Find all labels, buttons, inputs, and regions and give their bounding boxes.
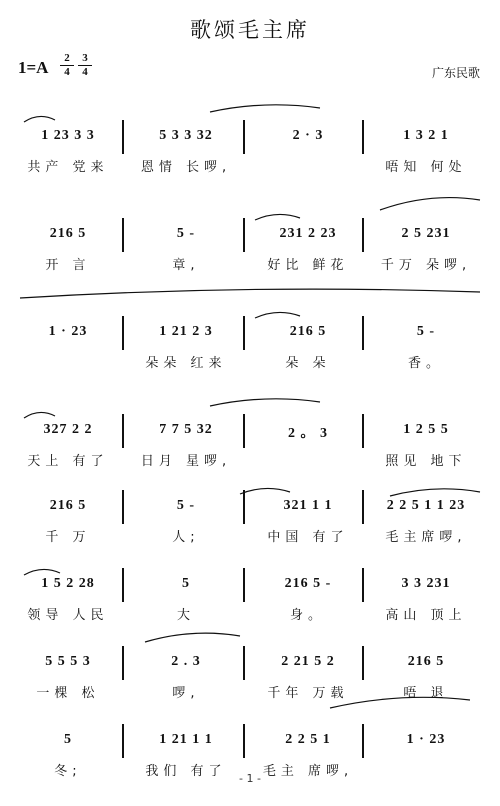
measure-lyrics: 中国 有了 xyxy=(267,530,349,545)
measure-notes: 3 3 231 xyxy=(401,576,451,591)
measure-notes: 1 · 23 xyxy=(48,324,88,339)
bar-line xyxy=(243,120,245,154)
meter-denominator: 4 xyxy=(60,65,74,79)
measure-lyrics: 照见 地下 xyxy=(385,454,467,469)
measure-lyrics: 日月 星啰, xyxy=(140,454,232,469)
score-system xyxy=(0,638,500,728)
bar-line xyxy=(243,218,245,252)
meter-numerator: 3 xyxy=(82,52,88,64)
bar-line xyxy=(362,490,364,524)
measure-notes: 5 xyxy=(182,576,190,591)
measure-notes: 216 5 xyxy=(407,654,445,669)
measure-lyrics: 好比 鲜花 xyxy=(267,258,349,273)
measure-notes: 1 23 3 3 xyxy=(41,128,95,143)
measure-lyrics: 人; xyxy=(172,530,200,545)
bar-line xyxy=(122,490,124,524)
measure-lyrics: 朵朵 红来 xyxy=(145,356,227,371)
bar-line xyxy=(243,724,245,758)
measure-lyrics: 千 万 xyxy=(45,530,91,545)
measure-notes: 5 - xyxy=(416,324,436,339)
measure-notes: 216 5 xyxy=(49,226,87,241)
measure-lyrics: 一棵 松 xyxy=(36,686,100,701)
measure-lyrics: 啰, xyxy=(172,686,200,701)
measure-notes: 5 3 3 32 xyxy=(159,128,213,143)
bar-line xyxy=(122,568,124,602)
bar-line xyxy=(362,218,364,252)
measure-notes: 2 · 3 xyxy=(292,128,324,143)
time-signature-3-4 xyxy=(78,52,92,79)
bar-line xyxy=(362,646,364,680)
measure-notes: 2 5 231 xyxy=(401,226,451,241)
measure-notes: 2 . 3 xyxy=(171,654,201,669)
measure-notes: 2 。 3 xyxy=(288,426,328,441)
measure-lyrics: 天上 有了 xyxy=(27,454,109,469)
bar-line xyxy=(122,120,124,154)
measure-lyrics: 领导 人民 xyxy=(27,608,109,623)
bar-line xyxy=(243,490,245,524)
measure-lyrics: 毛主 席啰, xyxy=(262,764,354,779)
score-system xyxy=(0,716,500,806)
song-origin: 广东民歌 xyxy=(431,66,480,80)
measure-notes: 5 xyxy=(64,732,72,747)
bar-line xyxy=(122,414,124,448)
measure-lyrics: 香。 xyxy=(407,356,444,371)
meter-denominator: 4 xyxy=(78,65,92,79)
bar-line xyxy=(243,568,245,602)
bar-line xyxy=(362,120,364,154)
bar-line xyxy=(243,414,245,448)
bar-line xyxy=(122,646,124,680)
measure-notes: 5 - xyxy=(176,498,196,513)
measure-lyrics: 千年 万载 xyxy=(267,686,349,701)
time-signature-2-4 xyxy=(60,52,74,79)
measure-notes: 5 5 5 3 xyxy=(45,654,91,669)
measure-lyrics: 朵 朵 xyxy=(285,356,331,371)
key-signature: 1=A xyxy=(18,58,49,77)
measure-notes: 2 21 5 2 xyxy=(281,654,335,669)
bar-line xyxy=(122,316,124,350)
slur-arc xyxy=(210,399,320,406)
meter-numerator: 2 xyxy=(64,52,70,64)
measure-notes: 7 7 5 32 xyxy=(159,422,213,437)
measure-notes: 216 5 xyxy=(49,498,87,513)
measure-lyrics: 唔知 何处 xyxy=(385,160,467,175)
measure-notes: 216 5 - xyxy=(284,576,332,591)
bar-line xyxy=(362,724,364,758)
score-system xyxy=(0,112,500,202)
score-system xyxy=(0,560,500,650)
measure-lyrics: 恩情 长啰, xyxy=(140,160,232,175)
measure-lyrics: 身。 xyxy=(289,608,326,623)
bar-line xyxy=(362,568,364,602)
measure-lyrics: 大 xyxy=(176,608,195,623)
measure-lyrics: 我们 有了 xyxy=(145,764,227,779)
measure-notes: 2 2 5 1 1 23 xyxy=(386,498,466,513)
measure-notes: 1 2 5 5 xyxy=(403,422,449,437)
bar-line xyxy=(243,316,245,350)
measure-lyrics: 共产 党来 xyxy=(27,160,109,175)
score-system xyxy=(0,482,500,572)
measure-notes: 1 5 2 28 xyxy=(41,576,95,591)
bar-line xyxy=(243,646,245,680)
measure-notes: 327 2 2 xyxy=(43,422,93,437)
bar-line xyxy=(362,414,364,448)
song-title: 歌颂毛主席 xyxy=(190,18,310,42)
page-number: - 1 - xyxy=(239,772,261,785)
measure-lyrics: 毛主席啰, xyxy=(385,530,467,545)
measure-lyrics: 千万 朵啰, xyxy=(380,258,472,273)
measure-notes: 231 2 23 xyxy=(279,226,337,241)
measure-notes: 321 1 1 xyxy=(283,498,333,513)
measure-lyrics: 冬; xyxy=(54,764,82,779)
measure-notes: 216 5 xyxy=(289,324,327,339)
score-system xyxy=(0,210,500,300)
measure-lyrics: 开 言 xyxy=(45,258,91,273)
measure-lyrics: 章, xyxy=(172,258,200,273)
measure-notes: 1 · 23 xyxy=(406,732,446,747)
bar-line xyxy=(122,218,124,252)
score-system xyxy=(0,308,500,398)
bar-line xyxy=(362,316,364,350)
measure-lyrics: 高山 顶上 xyxy=(385,608,467,623)
measure-notes: 1 3 2 1 xyxy=(403,128,449,143)
measure-notes: 2 2 5 1 xyxy=(285,732,331,747)
measure-notes: 5 - xyxy=(176,226,196,241)
bar-line xyxy=(122,724,124,758)
measure-lyrics: 唔 退 xyxy=(403,686,449,701)
slur-arc xyxy=(210,105,320,112)
measure-notes: 1 21 1 1 xyxy=(159,732,213,747)
measure-notes: 1 21 2 3 xyxy=(159,324,213,339)
